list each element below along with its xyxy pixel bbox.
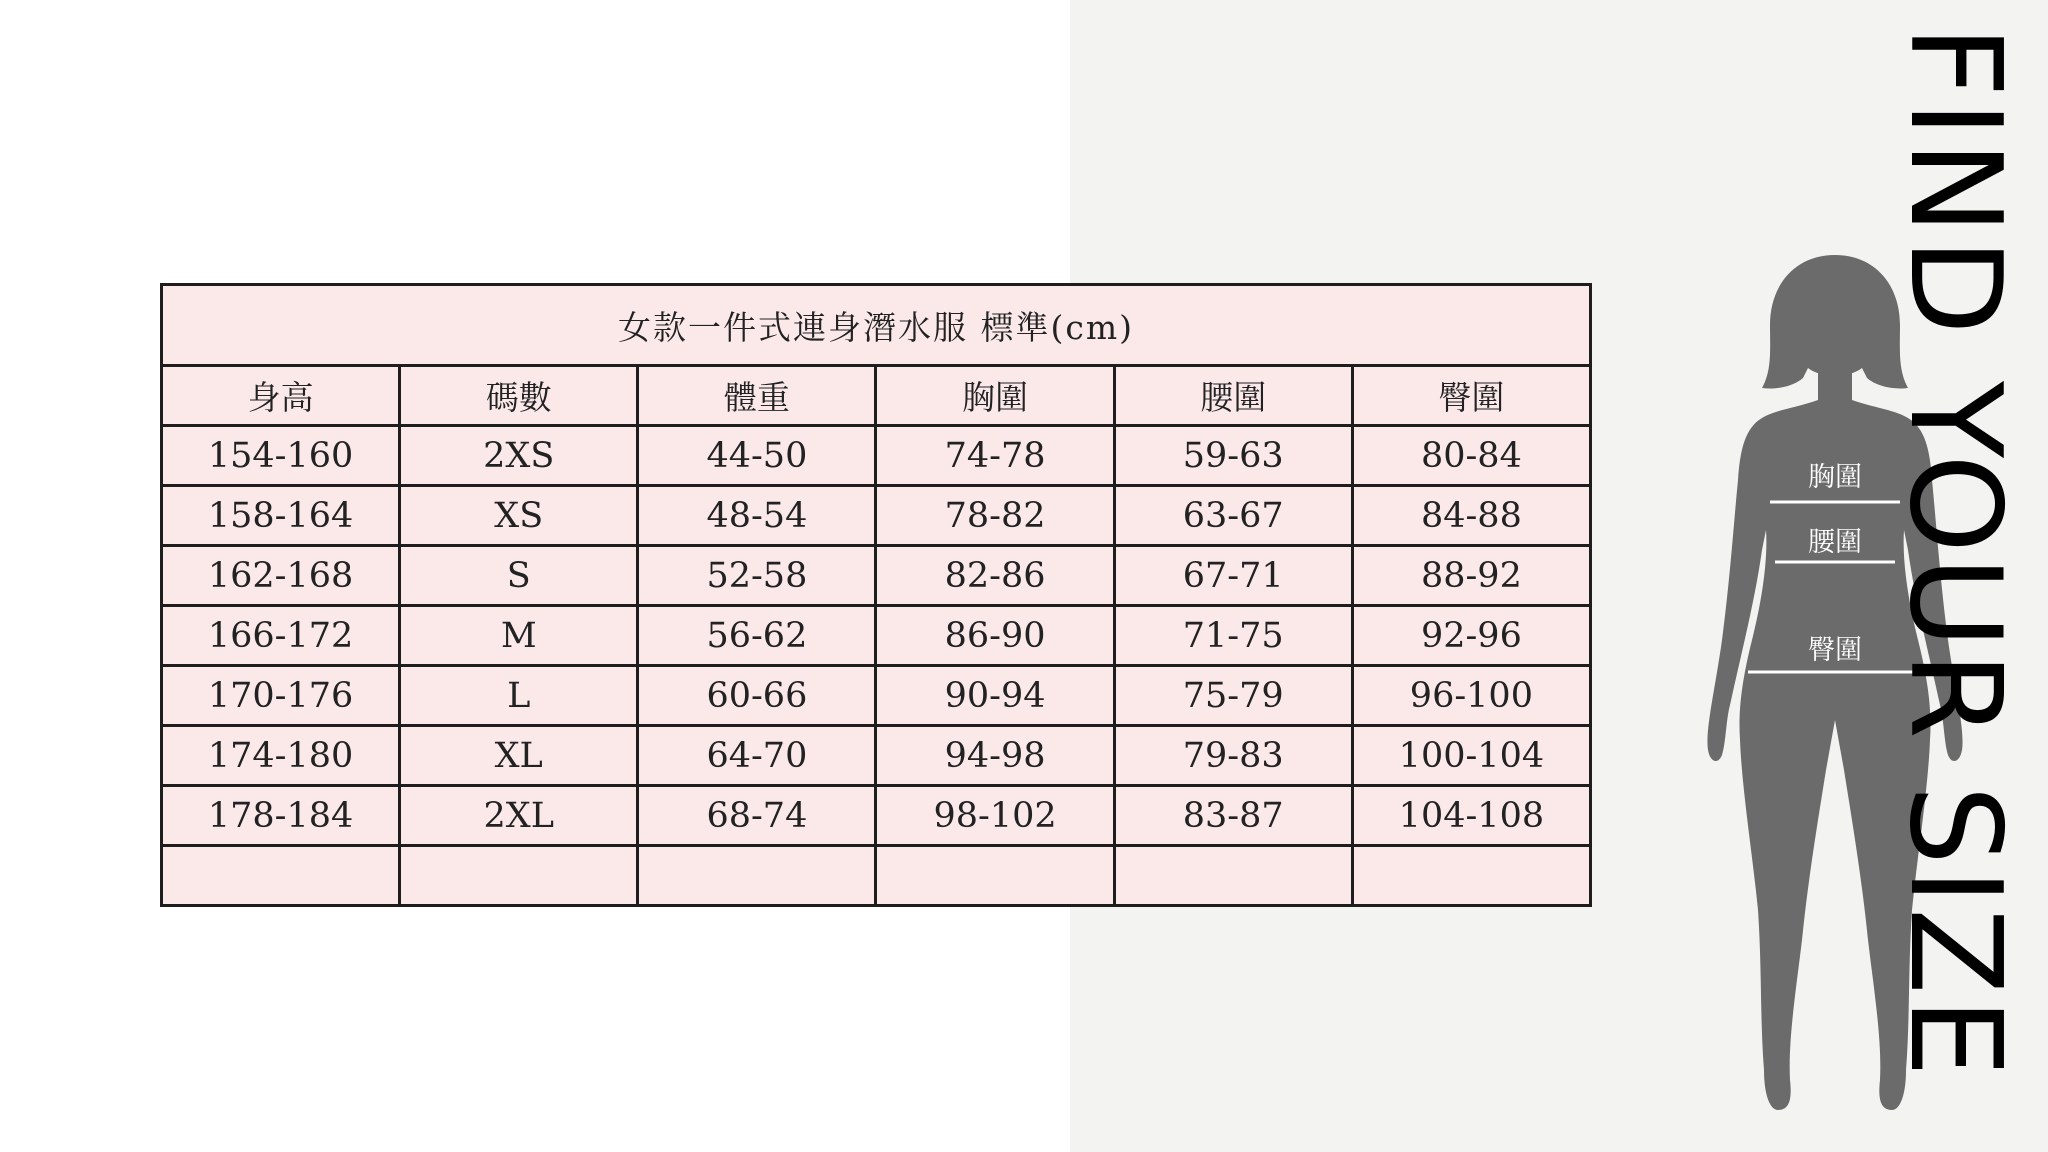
table-cell: 178-184 [162, 786, 400, 846]
table-cell: 48-54 [638, 486, 876, 546]
table-cell: XL [400, 726, 638, 786]
table-row [162, 426, 1591, 486]
table-title: 女款一件式連身潛水服 標準(cm) [162, 285, 1591, 366]
table-cell: M [400, 606, 638, 666]
table-cell: 82-86 [876, 546, 1114, 606]
table-row [162, 606, 1591, 666]
table-cell: 170-176 [162, 666, 400, 726]
table-cell: 162-168 [162, 546, 400, 606]
table-row [162, 546, 1591, 606]
table-cell: 68-74 [638, 786, 876, 846]
hip-label: 臀圍 [1808, 635, 1862, 666]
table-cell: 104-108 [1352, 786, 1590, 846]
header-row [162, 366, 1591, 426]
table-cell: 56-62 [638, 606, 876, 666]
table-cell: 2XL [400, 786, 638, 846]
table-row [162, 486, 1591, 546]
table-cell: 44-50 [638, 426, 876, 486]
table-cell: 90-94 [876, 666, 1114, 726]
table-cell: 92-96 [1352, 606, 1590, 666]
table-cell [876, 846, 1114, 906]
table-cell [162, 846, 400, 906]
table-cell: 174-180 [162, 726, 400, 786]
table-cell: 100-104 [1352, 726, 1590, 786]
find-your-size-headline: FIND YOUR SIZE [1882, 25, 2029, 1081]
table-cell: 75-79 [1114, 666, 1352, 726]
table-cell: 94-98 [876, 726, 1114, 786]
header-waist: 腰圍 [1114, 366, 1352, 426]
table-cell: 96-100 [1352, 666, 1590, 726]
table-cell: 158-164 [162, 486, 400, 546]
table-row [162, 666, 1591, 726]
table-cell: 86-90 [876, 606, 1114, 666]
size-chart-table [160, 283, 1592, 907]
table-cell: 71-75 [1114, 606, 1352, 666]
table-cell [1352, 846, 1590, 906]
header-weight: 體重 [638, 366, 876, 426]
table-cell [638, 846, 876, 906]
table-row [162, 726, 1591, 786]
table-row [162, 786, 1591, 846]
header-size: 碼數 [400, 366, 638, 426]
table-cell: 154-160 [162, 426, 400, 486]
header-chest: 胸圍 [876, 366, 1114, 426]
header-height: 身高 [162, 366, 400, 426]
table-cell: 98-102 [876, 786, 1114, 846]
waist-label: 腰圍 [1808, 527, 1862, 558]
table-cell [400, 846, 638, 906]
table-cell: 78-82 [876, 486, 1114, 546]
table-cell: 2XS [400, 426, 638, 486]
table-cell: 64-70 [638, 726, 876, 786]
table-cell: 166-172 [162, 606, 400, 666]
header-hip: 臀圍 [1352, 366, 1590, 426]
table-cell: 67-71 [1114, 546, 1352, 606]
table-cell: 83-87 [1114, 786, 1352, 846]
table-cell: 84-88 [1352, 486, 1590, 546]
table-row [162, 846, 1591, 906]
table-cell: 59-63 [1114, 426, 1352, 486]
table-cell: XS [400, 486, 638, 546]
table-cell: 74-78 [876, 426, 1114, 486]
table-cell: 63-67 [1114, 486, 1352, 546]
table-cell: 60-66 [638, 666, 876, 726]
table-cell: S [400, 546, 638, 606]
table-cell: 52-58 [638, 546, 876, 606]
table-cell: L [400, 666, 638, 726]
table-cell: 79-83 [1114, 726, 1352, 786]
table-cell: 80-84 [1352, 426, 1590, 486]
table-cell: 88-92 [1352, 546, 1590, 606]
chest-label: 胸圍 [1808, 462, 1862, 493]
table-cell [1114, 846, 1352, 906]
